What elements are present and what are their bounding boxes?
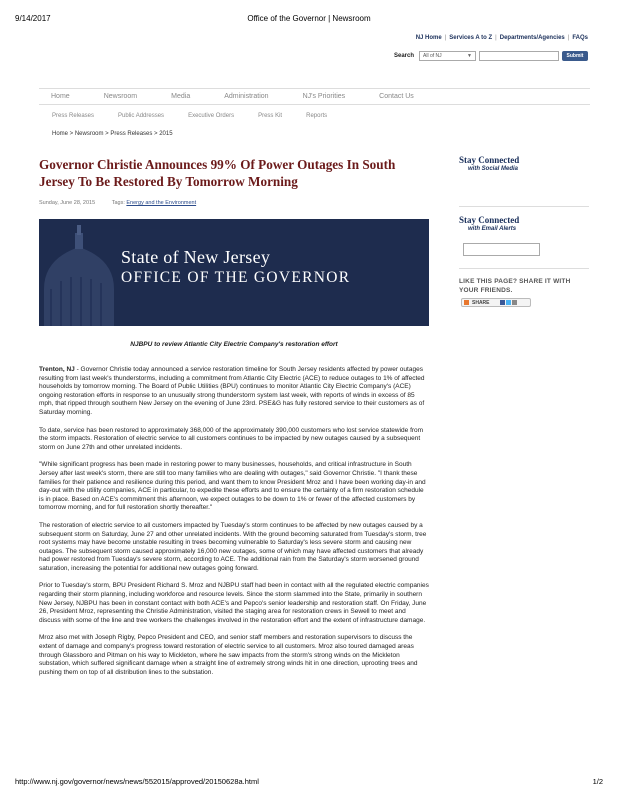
stay-connected-email[interactable] xyxy=(459,215,589,232)
stay-connected-social[interactable] xyxy=(459,155,589,172)
subnav-press-releases[interactable]: Press Releases xyxy=(52,113,95,119)
paragraph xyxy=(39,366,429,418)
print-title: Office of the Governor | Newsroom xyxy=(247,14,371,23)
email-heading: Stay Connected xyxy=(459,215,520,225)
separator: | xyxy=(495,35,497,41)
search-label: Search xyxy=(393,53,414,59)
nav-newsroom[interactable]: Newsroom xyxy=(103,93,138,100)
share-prompt: LIKE THIS PAGE? SHARE IT WITH YOUR FRIENDS. xyxy=(459,278,571,294)
search-bar xyxy=(394,50,588,62)
main-nav xyxy=(39,88,590,105)
nav-home[interactable]: Home xyxy=(51,93,70,100)
separator: | xyxy=(444,35,447,41)
subnav-reports[interactable]: Reports xyxy=(306,113,328,119)
facebook-icon xyxy=(500,300,505,305)
share-label: SHARE xyxy=(472,299,490,306)
governor-banner xyxy=(39,219,429,326)
search-scope-value: All of NJ xyxy=(423,53,442,59)
nav-media[interactable]: Media xyxy=(171,93,191,100)
breadcrumb[interactable]: Home > Newsroom > Press Releases > 2015 xyxy=(52,131,173,137)
paragraph: Mroz also met with Joseph Rigby, Pepco President and CEO, and senior staff members and restoration supervisors to discuss the extent of damage and company's progress toward restoration of electric service to all customers. Mroz also toured damaged areas through Glassboro and Pitman on his way to Mickleton, where he saw impacts from the storm's strong winds on the Mickleton substation, which suffered significant damage when a straight line of extremely strong winds hit in one direction, uprooting trees and pushing them on top of all distribution lines to the substation. xyxy=(39,634,418,676)
util-link-nj-home[interactable]: NJ Home xyxy=(415,35,442,41)
nav-contact[interactable]: Contact Us xyxy=(379,93,414,100)
tag-link[interactable]: Energy and the Environment xyxy=(126,200,197,206)
capitol-dome-graphic xyxy=(39,219,119,326)
search-scope-select[interactable] xyxy=(419,51,476,61)
utility-nav xyxy=(416,35,588,41)
email-icon xyxy=(512,300,517,305)
chevron-down-icon: ▼ xyxy=(467,53,472,59)
tags-label: Tags: xyxy=(111,200,125,206)
article-title: Governor Christie Announces 99% Of Power Outages In South Jersey To Be Restored By Tomorrow Morning xyxy=(39,157,396,189)
article-date: Sunday, June 28, 2015 xyxy=(39,200,96,206)
article-subtitle: NJBPU to review Atlantic City Electric Company's restoration effort xyxy=(130,341,338,348)
social-subheading: with Social Media xyxy=(468,166,519,172)
print-url: http://www.nj.gov/governor/news/news/552015/approved/20150628a.html xyxy=(15,777,259,786)
sub-nav xyxy=(52,113,351,119)
banner-office: OFFICE OF THE GOVERNOR xyxy=(121,269,351,286)
print-date: 9/14/2017 xyxy=(15,14,51,23)
paragraph: The restoration of electric service to all customers impacted by Tuesday's storm continues to be affected by new outages caused by a subsequent storm on Saturday, June 27 and other unrelated incidents. With the ground becoming saturated from Tuesday's storm, tree root systems may have become unstable resulting in trees becoming vulnerable to Saturday's less severe storm and causing new outages. The subsequent storm caused approximately 16,000 new outages, some of which may have affected customers that already had power restored from Tuesday's severe storm, according to ACE. The additional rain from the Saturday's storm worsened ground saturation, increasing the potential for additional new outages going forward. xyxy=(39,521,427,572)
paragraph-text: - Governor Christie today announced a service restoration timeline for South Jersey residents affected by power outages resulting from last week's thunderstorms, including a commitment from Atlantic City Electric (ACE) to reduce outages to 1% of affected households by tomorrow morning. The Board of Public Utilities (BPU) continues to monitor Atlantic City Electric Company's (ACE) ongoing restoration efforts in response to an unusually strong thunderstorm system last week, with reports of winds in excess of 85 mph, that ripped through southern New Jersey on the evening of June 23rd. PSE&G has fully restored service to their customers as of Saturday morning. xyxy=(39,366,425,416)
article-meta xyxy=(39,200,196,206)
paragraph: To date, service has been restored to approximately 368,000 of the approximately 390,000 customers who lost service statewide from the storm impacts. Restoration of electric service to all customers continues to be impacted by new outages caused by a subsequent storm on June 27th and other unrelated incidents. xyxy=(39,426,424,451)
email-subheading: with Email Alerts xyxy=(468,226,517,232)
paragraph: "While significant progress has been made in restoring power to many businesses, households, and critical infrastructure in South Jersey after last week's storm, there are still too many families who are dealing with outages," said Governor Christie. "I thank these families for their patience and resilience during this period, and want them to know President Mroz and I have been working day-in and day-out with the utility companies, ACE in particular, to expedite these efforts and to ensure the certainty of a firm restoration schedule is in place. Based on ACE's commitment this afternoon, we expect outages to be down to 1% or fewer of the affected customers by tomorrow morning, and for full restoration shortly thereafter." xyxy=(39,461,426,512)
subnav-press-kit[interactable]: Press Kit xyxy=(258,113,283,119)
paragraph: Prior to Tuesday's storm, BPU President Richard S. Mroz and NJBPU staff had been in contact with all the regulated electric companies regarding their storm planning, including workforce and resource levels. Since the storm slammed into the State, primarily in southern New Jersey, NJBPU has been in constant contact with both ACE's and Pepco's senior leadership and restoration staff. On Friday, June 26, President Mroz, representing the Christie Administration, visited the staging area for restoration crews in Sewell to meet and discuss with some of the line and tree workers the challenges involved in the restoration effort and the extent of infrastructure damage. xyxy=(39,582,429,624)
divider xyxy=(459,206,589,207)
util-link-services[interactable]: Services A to Z xyxy=(449,35,493,41)
email-input[interactable] xyxy=(463,243,540,256)
nav-administration[interactable]: Administration xyxy=(224,93,269,100)
nav-priorities[interactable]: NJ's Priorities xyxy=(302,93,346,100)
print-header xyxy=(0,14,618,26)
util-link-departments[interactable]: Departments/Agencies xyxy=(499,35,565,41)
share-icon xyxy=(464,300,469,305)
share-button[interactable] xyxy=(461,298,531,307)
util-link-faqs[interactable]: FAQs xyxy=(572,35,588,41)
banner-state: State of New Jersey xyxy=(121,247,271,267)
subnav-public-addresses[interactable]: Public Addresses xyxy=(118,113,165,119)
share-services xyxy=(500,300,517,305)
divider xyxy=(459,268,589,269)
twitter-icon xyxy=(506,300,511,305)
separator: | xyxy=(567,35,570,41)
social-heading: Stay Connected xyxy=(459,155,520,165)
search-submit-button[interactable]: Submit xyxy=(562,51,588,61)
dateline: Trenton, NJ xyxy=(39,366,75,373)
page-number: 1/2 xyxy=(592,777,603,786)
article-body xyxy=(39,366,429,686)
search-input[interactable] xyxy=(479,51,559,61)
subnav-executive-orders[interactable]: Executive Orders xyxy=(188,113,235,119)
